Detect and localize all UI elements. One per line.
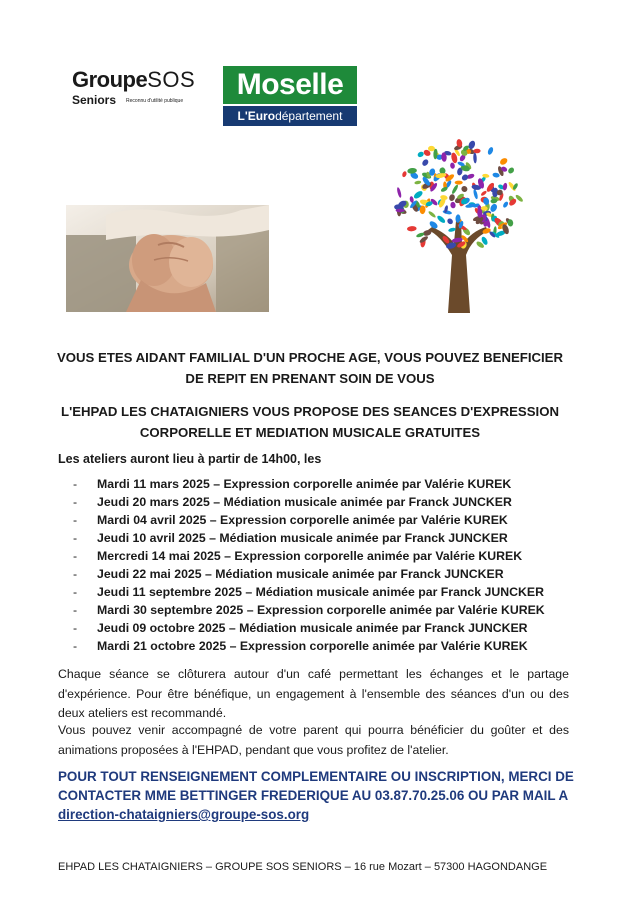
- hand-leaf: [487, 146, 494, 155]
- hand-leaf: [421, 158, 430, 167]
- moselle-logo-name: Moselle: [223, 66, 357, 104]
- hand-leaf: [396, 209, 405, 212]
- hand-leaf: [502, 201, 509, 209]
- groupe-sos-seniors-logo: [72, 68, 212, 118]
- hand-leaf: [446, 217, 454, 225]
- hand-leaf: [489, 203, 498, 213]
- list-item: - Mardi 04 avril 2025 – Expression corporelle animée par Valérie KUREK: [73, 513, 508, 527]
- hand-leaf: [414, 180, 421, 185]
- list-item: - Jeudi 09 octobre 2025 – Médiation musicale animée par Franck JUNCKER: [73, 621, 528, 635]
- list-item: - Mardi 30 septembre 2025 – Expression corporelle animée par Valérie KUREK: [73, 603, 545, 617]
- holding-hands-photo: [66, 205, 269, 312]
- hand-leaf: [499, 157, 509, 166]
- logo-tagline: Reconnu d'utilité publique: [126, 97, 184, 104]
- list-item: - Jeudi 22 mai 2025 – Médiation musicale animée par Franck JUNCKER: [73, 567, 504, 581]
- hand-leaf: [448, 227, 456, 232]
- hand-leaf: [492, 172, 500, 178]
- intro-text: Les ateliers auront lieu à partir de 14h00, les: [58, 452, 322, 466]
- heading-offer-line2: CORPORELLE ET MEDIATION MUSICALE GRATUITES: [139, 425, 481, 440]
- list-item: - Mercredi 14 mai 2025 – Expression corporelle animée par Valérie KUREK: [73, 549, 523, 563]
- hand-leaf: [460, 185, 468, 193]
- hand-leaf: [436, 214, 446, 224]
- logo-word-groupe: Groupe: [72, 67, 148, 92]
- contact-line1: POUR TOUT RENSEIGNEMENT COMPLEMENTAIRE OU INSCRIPTION, MERCI DE: [58, 769, 574, 784]
- tree-of-hands-illustration: [388, 135, 528, 315]
- hand-leaf: [413, 190, 424, 200]
- hand-leaf: [473, 189, 479, 200]
- coffee-paragraph: Chaque séance se clôturera autour d'un café permettant les échanges et le partage d'expérience. Pour être bénéfique, un engagement à l'ensemble des séances d'un ou des deux ateliers est recommandé.: [58, 667, 569, 720]
- list-item: - Jeudi 10 avril 2025 – Médiation musicale animée par Franck JUNCKER: [73, 531, 508, 545]
- heading-respite-line2: DE REPIT EN PRENANT SOIN DE VOUS: [185, 371, 435, 386]
- heading-sessions-offer: [40, 401, 580, 443]
- list-item: - Jeudi 11 septembre 2025 – Médiation musicale animée par Franck JUNCKER: [73, 585, 544, 599]
- hand-leaf: [455, 181, 463, 185]
- accompany-paragraph: Vous pouvez venir accompagné de votre parent qui pourra bénéficier du goûter et des animations proposées à l'EHPAD, pendant que vous profitez de l'atelier.: [58, 723, 569, 757]
- heading-respite: [40, 347, 580, 389]
- contact-line2: CONTACTER MME BETTINGER FREDERIQUE AU 03.87.70.25.06 OU PAR MAIL A: [58, 788, 569, 803]
- list-item: - Mardi 21 octobre 2025 – Expression corporelle animée par Valérie KUREK: [73, 639, 528, 653]
- hand-leaf: [450, 162, 456, 169]
- contact-block: [58, 767, 588, 824]
- hand-leaf: [407, 226, 417, 232]
- contact-email-link[interactable]: direction-chataigniers@groupe-sos.org: [58, 807, 310, 822]
- list-item: - Mardi 11 mars 2025 – Expression corporelle animée par Valérie KUREK: [73, 477, 512, 491]
- hand-leaf: [502, 182, 507, 190]
- logo-word-seniors: Seniors: [72, 93, 117, 107]
- list-item: - Jeudi 20 mars 2025 – Médiation musicale animée par Franck JUNCKER: [73, 495, 512, 509]
- hand-leaf: [480, 190, 487, 197]
- session-list: [73, 475, 593, 655]
- hand-leaf: [448, 194, 455, 202]
- hand-leaf: [461, 173, 470, 181]
- hand-leaf: [507, 166, 515, 174]
- logo-word-sos: SOS: [147, 67, 196, 92]
- heading-respite-line1: VOUS ETES AIDANT FAMILIAL D'UN PROCHE AGE, VOUS POUVEZ BENEFICIER: [56, 350, 564, 365]
- hand-leaf: [473, 153, 477, 164]
- footer-address: EHPAD LES CHATAIGNIERS – GROUPE SOS SENIORS – 16 rue Mozart – 57300 HAGONDANGE: [58, 861, 548, 873]
- hand-leaf: [467, 140, 476, 150]
- hand-leaf: [417, 151, 425, 159]
- hand-leaf: [396, 187, 402, 198]
- hand-leaf: [450, 202, 456, 209]
- moselle-logo-tagline: L'Eurodépartement: [223, 106, 357, 126]
- hand-leaf: [401, 171, 407, 178]
- heading-offer-line1: L'EHPAD LES CHATAIGNIERS VOUS PROPOSE DES SEANCES D'EXPRESSION: [61, 404, 559, 419]
- hand-leaf: [428, 210, 437, 218]
- hand-leaf: [451, 184, 459, 195]
- moselle-logo: [223, 66, 357, 128]
